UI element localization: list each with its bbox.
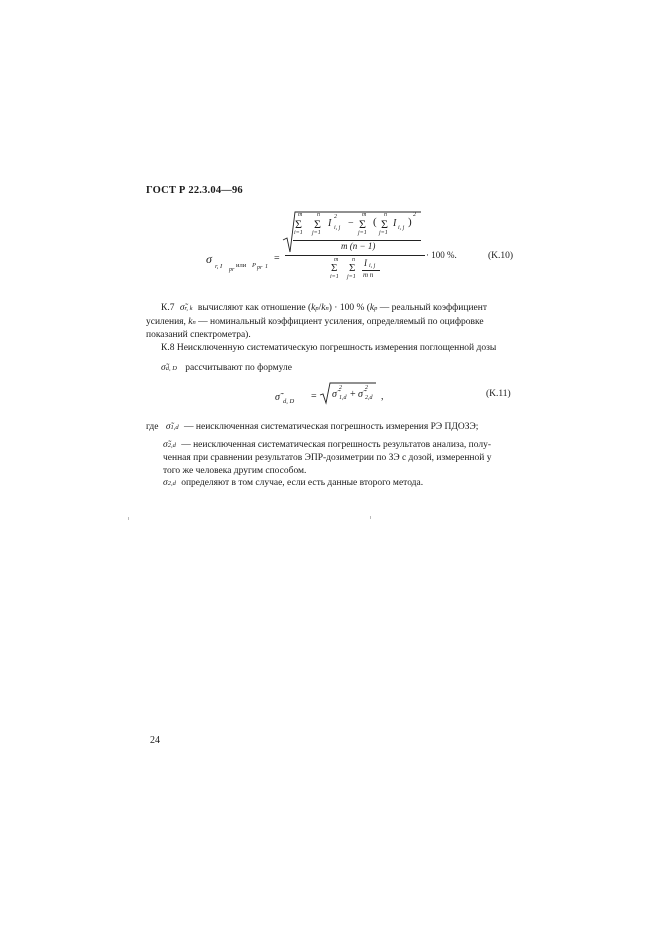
- k10-sum4-symbol: Σ: [381, 217, 388, 231]
- k7-kn2: k: [188, 317, 193, 327]
- k10-minus: −: [348, 218, 354, 229]
- k10-inner-denominator: m (n − 1): [341, 241, 376, 251]
- k7-text3: — реальный коэффициент: [379, 303, 487, 313]
- defs-d2-sigma: σ̃: [163, 440, 168, 450]
- k10-den-sum2-symbol: Σ: [349, 262, 356, 274]
- document-header: ГОСТ Р 22.3.04—96: [146, 185, 243, 196]
- defs-d2-line3: того же человека другим способом.: [163, 466, 307, 476]
- k7-text1: вычисляют как отношение (: [197, 303, 312, 313]
- k7-kn2-sub: n: [192, 319, 196, 326]
- k11-lhs-sub: d, D: [283, 398, 295, 405]
- k10-equals: =: [274, 253, 280, 264]
- k7-sigma: σ̃: [179, 303, 185, 313]
- k10-lhs-subscript: r, I: [215, 263, 223, 270]
- k10-sum1-top: m: [298, 212, 303, 218]
- defs-d2-sub: 2,d: [167, 442, 176, 449]
- k7-line3: показаний спектрометра).: [146, 330, 251, 340]
- page-number: 24: [150, 735, 160, 746]
- k7-line2a: усиления,: [146, 317, 186, 327]
- k10-term1-I: I: [328, 218, 332, 229]
- k10-den-sum2-top: n: [352, 257, 355, 263]
- defs-d3-sigma: σ: [163, 478, 168, 488]
- k11-equation-number: (K.11): [486, 389, 511, 399]
- k11-comma: ,: [381, 391, 384, 402]
- k11-lhs-sigma: σ̃: [275, 392, 280, 403]
- k10-sum2-symbol: Σ: [314, 217, 321, 231]
- k11-radical-sign: [320, 381, 378, 406]
- k8-line1: К.8 Неисключенную систематическую погрешность измерения поглощенной дозы: [161, 343, 497, 353]
- k7-kn: k: [321, 303, 326, 313]
- k11-plus: +: [350, 389, 356, 400]
- k10-paren-close: ): [408, 216, 412, 228]
- k7-lead: К.7: [161, 303, 175, 313]
- k7-kp2: k: [369, 303, 375, 313]
- k11-s1: σ̃: [332, 389, 337, 400]
- k10-den-sum1-bottom: i=1: [330, 274, 339, 280]
- defs-d1-text: — неисключенная систематическая погрешность измерения РЭ ПДОЗЭ;: [184, 422, 479, 432]
- defs-d1-sub: 1,d: [170, 424, 179, 431]
- k10-den-sum2-bottom: j=1: [347, 274, 356, 280]
- defs-where: где: [146, 422, 159, 432]
- scan-speck: [128, 517, 129, 520]
- k8-sigma: σ̃: [161, 363, 166, 373]
- k10-sum2-bottom: j=1: [312, 230, 321, 236]
- defs-d2-text: — неисключенная систематическая погрешность результатов анализа, полу-: [181, 440, 492, 450]
- k10-sum3-top: m: [362, 212, 367, 218]
- defs-d2-line2: ченная при сравнении результатов ЭПР-дозиметрии по ЗЭ с дозой, измеренной у: [163, 453, 492, 463]
- k10-sum4-top: n: [384, 212, 387, 218]
- k11-s1-sup: 2: [339, 385, 342, 391]
- k7-text2: ) · 100 % (: [328, 303, 370, 313]
- k10-sum3-bottom: j=1: [358, 230, 367, 236]
- k7-kn-sub: n: [325, 305, 329, 312]
- k7-line2b: — номинальный коэффициент усиления, определяемый по оцифровке: [198, 317, 484, 327]
- defs-d3-text: определяют в том случае, если есть данные второго метода.: [181, 478, 424, 488]
- k10-lhs-sub-pr: pr: [229, 267, 235, 273]
- k8-sigma-sub: d, D: [165, 365, 177, 372]
- defs-d3-sub: 2,d: [167, 480, 176, 487]
- k10-den-sum1-top: m: [334, 257, 339, 263]
- k10-equation-number: (K.10): [488, 251, 514, 261]
- scan-speck: [370, 516, 371, 519]
- k10-lhs-P-sub: pr: [257, 265, 263, 271]
- k10-times-100: · 100 %.: [426, 250, 457, 260]
- k10-den-frac-den: m n: [363, 271, 374, 279]
- k11-s2: σ̃: [358, 389, 363, 400]
- k10-sum1-bottom: i=1: [294, 230, 303, 236]
- defs-d1-sigma: σ̃: [165, 422, 171, 432]
- k10-term2-sub: i, j: [398, 225, 405, 231]
- k10-term1-sub: i, j: [334, 225, 341, 231]
- k10-main-fraction-bar: [285, 255, 425, 256]
- k10-sum3-symbol: Σ: [359, 217, 366, 231]
- k11-s1-sub: 1,d: [339, 395, 347, 401]
- k7-kp-sub: p: [315, 305, 319, 312]
- k10-lhs-P: P: [252, 262, 256, 269]
- k10-lhs-P-idx: 1: [265, 264, 268, 270]
- k8-tail: рассчитывают по формуле: [185, 363, 292, 373]
- k7-kp2-sub: p: [374, 305, 378, 312]
- k10-lhs-or: или: [236, 262, 247, 269]
- k11-s2-sup: 2: [365, 385, 368, 391]
- k7-sigma-sub: r, k: [184, 305, 193, 312]
- k10-sum1-symbol: Σ: [295, 217, 302, 231]
- k10-lhs-sigma: σ: [206, 252, 212, 266]
- k11-equals: =: [311, 391, 317, 402]
- k7-slash: /: [318, 303, 322, 313]
- k10-paren-open: (: [373, 216, 377, 228]
- k10-den-sum1-symbol: Σ: [331, 262, 338, 274]
- k10-term1-sup: 2: [334, 214, 337, 220]
- k10-den-frac-sub: i, j: [369, 263, 376, 269]
- k10-sum2-top: n: [317, 212, 320, 218]
- k11-s2-sub: 2,d: [365, 395, 373, 401]
- k10-paren-sup: 2: [413, 212, 416, 218]
- k7-kp: k: [311, 303, 316, 313]
- k10-den-frac-I: I: [364, 258, 367, 268]
- k10-sum4-bottom: j=1: [379, 230, 388, 236]
- k10-term2-I: I: [393, 218, 397, 229]
